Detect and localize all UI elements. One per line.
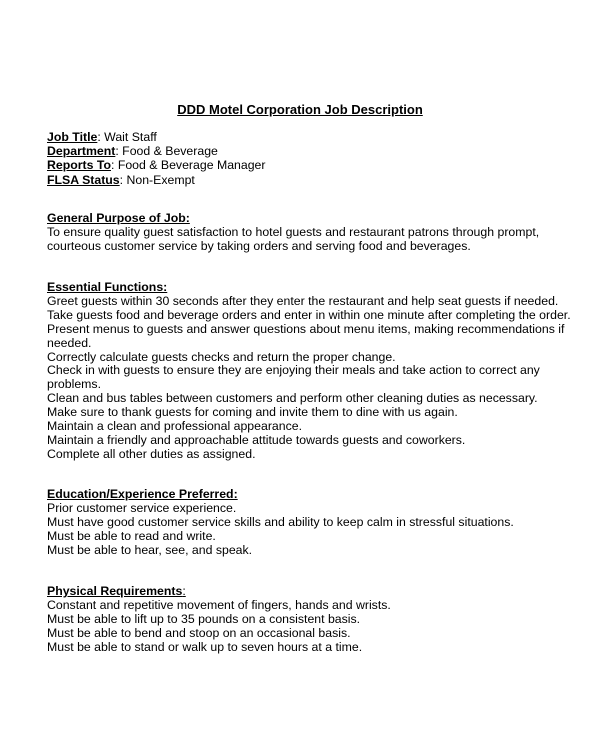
education-experience-section (47, 488, 567, 558)
essential-functions-heading: Essential Functions: (47, 280, 168, 294)
education-item: Must have good customer service skills and ability to keep calm in stressful situations. (47, 514, 514, 529)
physical-item: Constant and repetitive movement of fingers, hands and wrists. (47, 597, 391, 612)
purpose-line: courteous customer service by taking orders and serving food and beverages. (47, 238, 471, 253)
reports-to-row (47, 158, 266, 172)
function-item: Clean and bus tables between customers and perform other cleaning duties as necessary. (47, 391, 538, 406)
job-title-row (47, 130, 266, 144)
education-item: Must be able to hear, see, and speak. (47, 542, 253, 557)
function-item: Greet guests within 30 seconds after they enter the restaurant and help seat guests if needed. (47, 293, 559, 308)
education-item: Must be able to read and write. (47, 528, 216, 543)
flsa-status-row (47, 173, 266, 187)
education-item: Prior customer service experience. (47, 500, 237, 515)
physical-item: Must be able to bend and stoop on an occasional basis. (47, 625, 351, 640)
function-item: Maintain a clean and professional appearance. (47, 419, 302, 434)
function-item: Take guests food and beverage orders and enter in within one minute after completing the order. (47, 307, 571, 322)
general-purpose-heading: General Purpose of Job: (47, 211, 190, 225)
education-experience-heading: Education/Experience Preferred: (47, 487, 238, 501)
job-title-label: Job Title (47, 130, 98, 144)
department-label: Department (47, 144, 116, 159)
purpose-line: To ensure quality guest satisfaction to hotel guests and restaurant patrons through prompt, (47, 224, 540, 239)
reports-to-label: Reports To (47, 158, 111, 173)
department-row (47, 144, 266, 158)
function-item: Complete all other duties as assigned. (47, 446, 256, 461)
function-item: Present menus to guests and answer questions about menu items, making recommendations if needed. (47, 321, 565, 350)
general-purpose-section (47, 212, 567, 254)
physical-item: Must be able to stand or walk up to seven hours at a time. (47, 639, 363, 654)
physical-item: Must be able to lift up to 35 pounds on a consistent basis. (47, 611, 361, 626)
function-item: Make sure to thank guests for coming and invite them to dine with us again. (47, 405, 458, 420)
physical-requirements-section (47, 585, 567, 655)
document-title: DDD Motel Corporation Job Description (177, 102, 423, 117)
physical-requirements-heading (47, 585, 567, 599)
function-item: Check in with guests to ensure they are enjoying their meals and take action to correct any problems. (47, 363, 540, 392)
function-item: Maintain a friendly and approachable attitude towards guests and coworkers. (47, 432, 466, 447)
physical-requirements-heading-colon: : (182, 584, 186, 598)
job-meta-block (47, 130, 266, 187)
reports-to-value: : Food & Beverage Manager (111, 158, 266, 173)
essential-functions-section (47, 280, 571, 462)
job-title-value: : Wait Staff (97, 130, 157, 144)
physical-requirements-heading-text: Physical Requirements (47, 584, 183, 598)
flsa-status-value: : Non-Exempt (119, 172, 195, 187)
department-value: : Food & Beverage (115, 144, 218, 159)
flsa-status-label: FLSA Status (47, 172, 120, 187)
function-item: Correctly calculate guests checks and return the proper change. (47, 349, 396, 364)
